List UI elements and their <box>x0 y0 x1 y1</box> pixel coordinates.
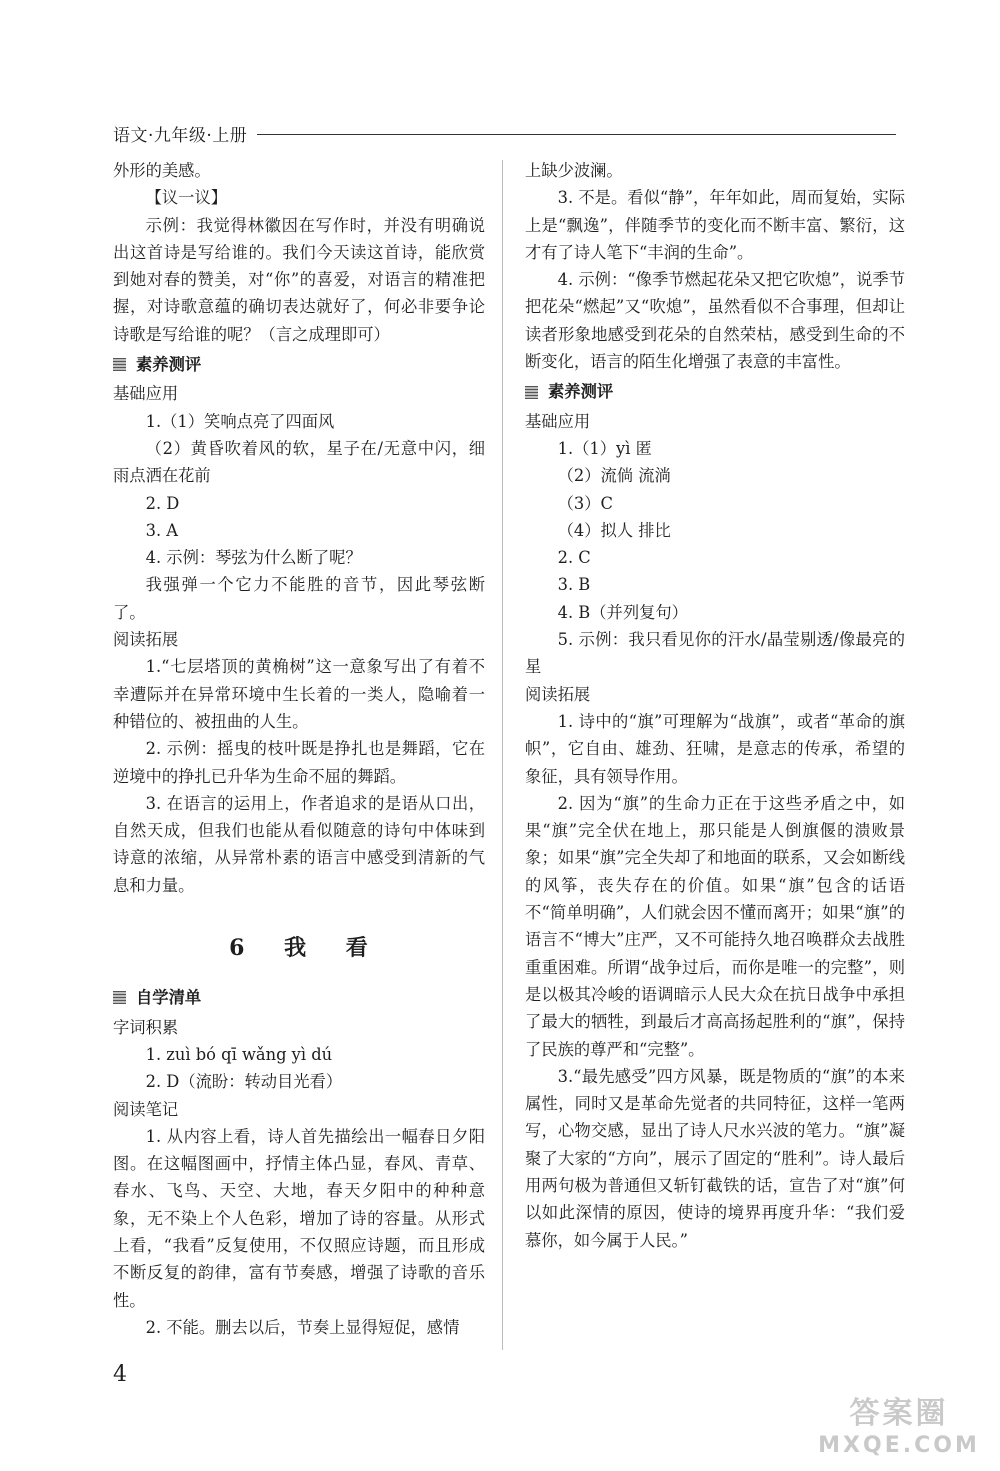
answer-item: 4. 示例：“像季节燃起花朵又把它吹熄”，说季节把花朵“燃起”又“吹熄”，虽然看似不合事理，但却让读者形象地感受到花朵的自然荣枯，感受到生命的不断变化，语言的陌生化增强了表意的丰富性。 <box>525 270 905 372</box>
subheading: 【议一议】 <box>145 188 228 208</box>
section-heading-label: 素养测评 <box>548 382 614 402</box>
answer-item: （3）C <box>557 493 613 513</box>
lesson-title: 6 我 看 <box>229 935 369 962</box>
paragraph: 上缺少波澜。 <box>525 161 623 180</box>
answer-item: 3. B <box>557 575 591 595</box>
section-heading <box>113 351 485 378</box>
paragraph: 外形的美感。 <box>113 161 211 180</box>
watermark-url: MXQE.COM <box>818 1433 980 1458</box>
subheading: 基础应用 <box>525 411 591 431</box>
answer-item: （4）拟人 排比 <box>557 520 671 540</box>
section-heading-label: 素养测评 <box>136 355 202 375</box>
section-heading-label: 自学清单 <box>136 988 202 1008</box>
answer-item: （2）黄昏吹着风的软，星子在/无意中闪，细雨点洒在花前 <box>113 438 485 486</box>
subheading: 字词积累 <box>113 1017 179 1037</box>
section-marker-icon <box>113 358 126 371</box>
paragraph: 示例：我觉得林徽因在写作时，并没有明确说出这首诗是写给谁的。我们今天读这首诗，能欣赏到她对春的赞美，对“你”的喜爱，对语言的精准把握，对诗歌意蕴的确切表达就好了，何必非要争论诗歌是写给谁的呢？（言之成理即可） <box>113 215 485 344</box>
answer-item: 1.（1）笑响点亮了四面风 <box>145 411 335 431</box>
answer-item: 1.“七层塔顶的黄桷树”这一意象写出了有着不幸遭际并在异常环境中生长着的一类人，隐喻着一种错位的、被扭曲的人生。 <box>113 657 485 731</box>
section-heading <box>113 984 485 1011</box>
answer-item: 2. D <box>145 493 180 513</box>
watermark <box>804 1395 994 1465</box>
subheading: 基础应用 <box>113 384 179 404</box>
running-title: 语文·九年级·上册 <box>113 125 248 146</box>
section-marker-icon <box>113 991 126 1004</box>
subheading: 阅读拓展 <box>525 684 591 704</box>
right-column <box>525 157 905 1254</box>
answer-item: 1.（1）yì 匿 <box>557 438 652 458</box>
answer-item: 5. 示例：我只看见你的汗水/晶莹剔透/像最亮的星 <box>525 630 905 677</box>
answer-item: 2. 示例：摇曳的枝叶既是挣扎也是舞蹈，它在逆境中的挣扎已升华为生命不屈的舞蹈。 <box>113 739 485 786</box>
section-marker-icon <box>525 386 538 399</box>
answer-item: 1. zuì bó qī wǎng yì dú <box>145 1044 333 1064</box>
answer-item: 1. 从内容上看，诗人首先描绘出一幅春日夕阳图。在这幅图画中，抒情主体凸显，春风、青草、春水、飞鸟、天空、大地，春天夕阳中的种种意象，无不染上个人色彩，增加了诗的容量。从形式上看，“我看”反复使用，不仅照应诗题，而且形成不断反复的韵律，富有节奏感，增强了诗歌的音乐性。 <box>113 1126 485 1310</box>
left-column <box>113 157 485 1341</box>
answer-item: 3. 在语言的运用上，作者追求的是语从口出，自然天成，但我们也能从看似随意的诗句中体味到诗意的浓缩，从异常朴素的语言中感受到清新的气息和力量。 <box>113 793 485 895</box>
running-header <box>113 120 896 146</box>
answer-item: 3.“最先感受”四方风暴，既是物质的“旗”的本来属性，同时又是革命先觉者的共同特征，这样一笔两写，心物交感，显出了诗人尺水兴波的笔力。“旗”凝聚了大家的“方向”，展示了固定的“胜利”。诗人最后用两句极为普通但又斩钉截铁的话，宣告了对“旗”何以如此深情的原因，使诗的境界再度升华：“我们爱慕你，如今属于人民。” <box>525 1066 905 1250</box>
subheading: 阅读笔记 <box>113 1099 179 1119</box>
answer-item: 4. B（并列复句） <box>557 602 688 622</box>
answer-item: 2. 不能。删去以后，节奏上显得短促，感情 <box>145 1317 460 1337</box>
section-heading <box>525 378 905 405</box>
column-divider <box>502 160 503 1350</box>
answer-item: 3. A <box>145 520 179 540</box>
answer-item: 我强弹一个它力不能胜的音节，因此琴弦断了。 <box>113 575 485 622</box>
subheading: 阅读拓展 <box>113 630 179 650</box>
header-rule <box>257 134 896 135</box>
answer-item: 2. 因为“旗”的生命力正在于这些矛盾之中，如果“旗”完全伏在地上，那只能是人倒旗偃的溃败景象；如果“旗”完全失却了和地面的联系，又会如断线的风筝，丧失存在的价值。如果“旗”包含的话语不“简单明确”，人们就会因不懂而离开；如果“旗”的语言不“博大”庄严，又不可能持久地召唤群众去战胜重重困难。所谓“战争过后，而你是唯一的完整”，则是以极其冷峻的语调暗示人民大众在抗日战争中承担了最大的牺牲，到最后才高高扬起胜利的“旗”，保持了民族的尊严和“完整”。 <box>525 793 905 1059</box>
answer-item: 3. 不是。看似“静”，年年如此，周而复始，实际上是“飘逸”，伴随季节的变化而不断丰富、繁衍，这才有了诗人笔下“丰润的生命”。 <box>525 188 905 262</box>
watermark-logo: 答案圈 <box>849 1396 949 1431</box>
answer-item: 4. 示例：琴弦为什么断了呢？ <box>145 548 362 568</box>
answer-item: 2. C <box>557 548 591 568</box>
answer-item: 1. 诗中的“旗”可理解为“战旗”，或者“革命的旗帜”，它自由、雄劲、狂啸，是意志的传承，希望的象征，具有领导作用。 <box>525 711 905 786</box>
answer-item: （2）流倘 流淌 <box>557 466 671 486</box>
answer-item: 2. D（流盼：转动目光看） <box>145 1072 343 1092</box>
page-number: 4 <box>113 1362 127 1387</box>
